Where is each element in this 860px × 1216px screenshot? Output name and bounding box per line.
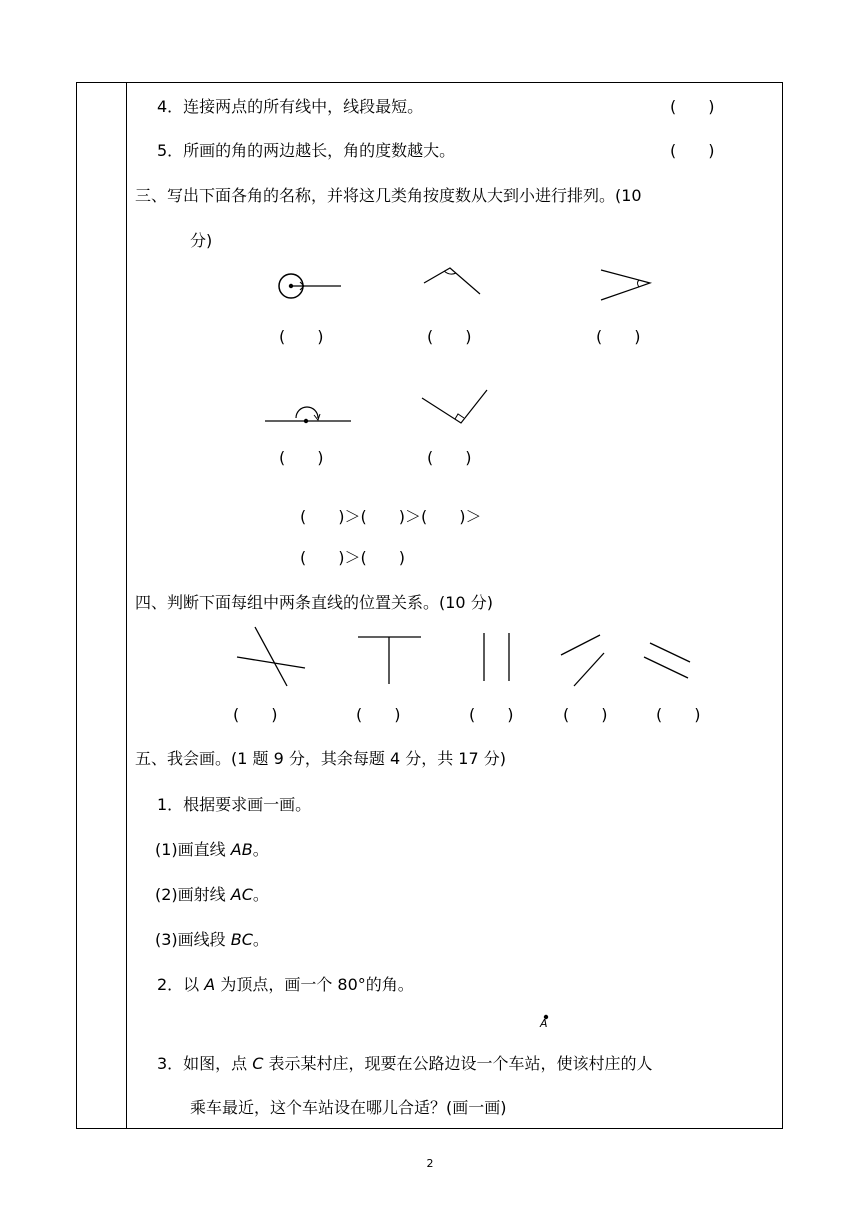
page-number: 2 [426, 1157, 434, 1170]
section5-question-3-cont: 乘车最近，这个车站设在哪儿合适？(画一画) [190, 1098, 507, 1117]
angle-name-blank-2[interactable]: ( ) [427, 327, 472, 346]
angle-name-blank-5[interactable]: ( ) [427, 448, 472, 467]
q3-var: C [252, 1054, 264, 1073]
section5-question-1: 1．根据要求画一画。 [157, 795, 312, 814]
angle-order-line-1[interactable]: ( )＞( )＞( )＞ [300, 507, 482, 526]
judgement-answer-5[interactable]: ( ) [670, 141, 715, 160]
q1-sub-3-text: (3)画线段 [155, 930, 231, 949]
q3-text-prefix: 3．如图，点 [157, 1054, 253, 1073]
line-relation-blank-4[interactable]: ( ) [563, 705, 608, 724]
angle-name-blank-3[interactable]: ( ) [596, 327, 641, 346]
judgement-item-4: 4．连接两点的所有线中，线段最短。 [157, 97, 424, 116]
q1-sub-3: (3)画线段 BC。 [155, 930, 269, 949]
section4-title: 四、判断下面每组中两条直线的位置关系。(10 分) [135, 593, 493, 612]
q1-sub-1-text: (1)画直线 [155, 840, 231, 859]
q1-sub-3-var: BC [230, 930, 253, 949]
angle-name-blank-4[interactable]: ( ) [279, 448, 324, 467]
line-relation-blank-5[interactable]: ( ) [656, 705, 701, 724]
angle-order-line-2[interactable]: ( )＞( ) [300, 548, 405, 567]
line-relation-blank-2[interactable]: ( ) [356, 705, 401, 724]
q1-sub-2: (2)画射线 AC。 [155, 885, 269, 904]
section5-question-3 [157, 1054, 653, 1074]
q1-sub-2-text: (2)画射线 [155, 885, 231, 904]
line-relation-blank-1[interactable]: ( ) [233, 705, 278, 724]
section3-title: 三、写出下面各角的名称，并将这几类角按度数从大到小进行排列。(10 [135, 186, 642, 205]
section3-title-cont: 分) [190, 231, 213, 250]
q1-sub-2-var: AC [230, 885, 253, 904]
q1-sub-1-var: AB [230, 840, 253, 859]
point-a-label: A [540, 1017, 548, 1030]
line-relation-blank-3[interactable]: ( ) [469, 705, 514, 724]
q2-text-prefix: 2．以 [157, 975, 205, 994]
angle-name-blank-1[interactable]: ( ) [279, 327, 324, 346]
section5-title: 五、我会画。(1 题 9 分，其余每题 4 分，共 17 分) [135, 749, 506, 768]
q2-text-suffix: 为顶点，画一个 80°的角。 [215, 975, 414, 994]
judgement-item-5: 5．所画的角的两边越长，角的度数越大。 [157, 141, 456, 160]
q2-var: A [204, 975, 216, 994]
judgement-answer-4[interactable]: ( ) [670, 97, 715, 116]
q3-text-suffix: 表示某村庄，现要在公路边设一个车站，使该村庄的人 [263, 1054, 653, 1073]
q1-sub-1: (1)画直线 AB。 [155, 840, 269, 859]
